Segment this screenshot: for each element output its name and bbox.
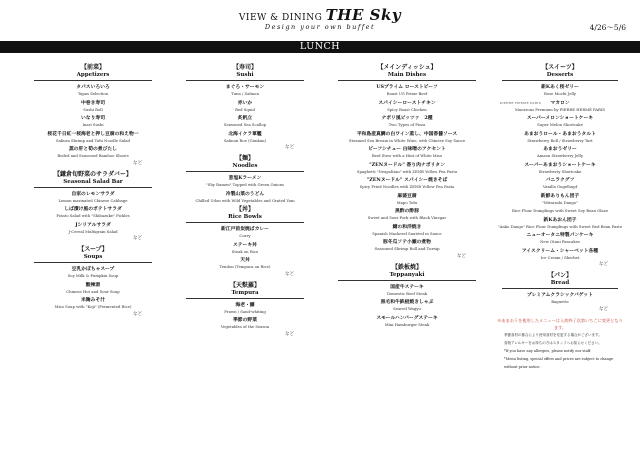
menu-item [180, 242, 310, 255]
section-title-jp: 【メインディッシュ】 [377, 64, 437, 71]
section-divider [502, 80, 618, 81]
menu-item [28, 146, 158, 159]
menu-item [496, 292, 624, 305]
restaurant-logo [0, 8, 640, 31]
section-title-jp: 【丼】 [235, 206, 254, 213]
item-name-en: Lemon marinated Chinese Cabbage [58, 197, 128, 203]
item-name-en: Seasoned Shrimp Roll and Turnip [374, 246, 440, 251]
more-items-label: など [133, 236, 142, 241]
menu-item [28, 100, 158, 113]
item-name-jp: ニューオータニ特製パンケーキ [526, 232, 594, 238]
item-name-jp: スーパーメロンショートケーキ [526, 115, 594, 121]
section-title-en: Sushi [236, 72, 254, 78]
menu-item [496, 115, 624, 128]
section-divider [186, 171, 304, 172]
item-name-jp: 新Kあおん団子 [543, 216, 577, 223]
item-name-en: Roast US Prime Beef [386, 91, 428, 96]
section-title-en: Teppanyaki [389, 271, 425, 278]
menu-item [180, 226, 310, 239]
menu-item [332, 224, 482, 237]
item-name-en: Super Melon Shortcake [537, 122, 583, 127]
menu-column-1 [28, 64, 158, 322]
more-items-label: など [599, 262, 608, 267]
section-title-jp: 【寿司】 [232, 64, 257, 71]
menu-item [28, 131, 158, 144]
menu-section [180, 64, 310, 151]
item-name-jp: 蒸の肝と筍の煮びたし [69, 146, 117, 152]
section-divider [34, 187, 152, 188]
item-name-en: Tapas Selection [77, 91, 109, 96]
section-title-jp: 【スイーツ】 [542, 64, 578, 71]
menu-section [496, 64, 624, 268]
item-name-jp: 酸辣湯 [85, 281, 101, 288]
item-name-en: Tuna / Salmon [231, 91, 259, 96]
item-name-en: Two Types of Pizza [388, 122, 426, 127]
menu-item [28, 84, 158, 97]
meal-banner: LUNCH [0, 41, 640, 53]
menu-section [496, 272, 624, 313]
menu-item [28, 282, 158, 295]
item-name-en: Spicy Roast Chicken [387, 106, 427, 112]
item-name-en: Tendon (Tempura on Rice) [219, 264, 271, 269]
menu-column-2 [180, 64, 310, 342]
menu-item [496, 84, 624, 97]
section-title-en: Main Dishes [387, 72, 427, 78]
menu-item [496, 248, 624, 261]
section-title-en: Tempura [231, 289, 259, 296]
item-name-jp: 中巻き寿司 [81, 99, 105, 106]
menu-item [28, 206, 158, 219]
item-name-jp: Jシリアルサラダ [75, 221, 111, 228]
footnote: 食物アレルギーをお持ちの方はスタッフへお知らせください。 [504, 340, 602, 345]
menu-item [496, 208, 624, 214]
menu-column-3 [332, 64, 482, 330]
menu-item [332, 100, 482, 113]
menu-item [332, 115, 482, 128]
menu-item [180, 191, 310, 204]
item-name-en: Beef Stew with a Hint of White Miso [371, 153, 443, 158]
item-name-jp: "ZENヌードル" スパイシー焼きそば [366, 177, 448, 183]
item-name-jp: スパイシーローストチキン [378, 99, 436, 106]
item-name-en: Inari Sushi [82, 122, 104, 127]
item-name-en: Mapo Tofu [396, 199, 418, 205]
seasonal-notice: ※あまおうを使用したメニューは入荷終了次第いちごに変更となります。 [497, 317, 623, 330]
section-title-en: Seasonal Salad Bar [63, 178, 123, 185]
item-name-jp: 自家のレモンサラダ [71, 190, 115, 197]
more-items-label: など [285, 331, 294, 337]
item-name-jp: 鯖の和洋焼き [392, 223, 422, 230]
menu-item [332, 284, 482, 297]
item-name-jp: 新江戸前炭焼ばカレー [221, 226, 269, 232]
menu-item [180, 100, 310, 113]
item-name-jp: USプライム ローストビーフ [376, 84, 438, 90]
menu-item [180, 84, 310, 97]
item-name-en: Spicy Fried Noodles with ZENB Yellow Pea Pasta [359, 184, 455, 189]
item-name-en: Curry [239, 233, 251, 238]
menu-item [332, 162, 482, 175]
section-title-en: Noodles [232, 163, 258, 169]
item-name-jp: あまおうロール・あまおうタルト [524, 130, 596, 137]
menu-item [496, 193, 624, 206]
item-name-en: Rice Flour Dumplings with Sweet Soy Bean Glaze [512, 208, 608, 213]
item-name-en: Chinese Hot and Sour Soup [66, 288, 120, 294]
menu-section [180, 206, 310, 278]
section-title-en: Soups [83, 254, 103, 260]
item-name-en: Prawn / Sand-whiting [224, 308, 266, 314]
menu-item [28, 115, 158, 128]
item-name-en: New Otani Pancakes [540, 239, 580, 244]
item-name-en: Boiled and Seasoned Bamboo Shoots [57, 153, 129, 158]
menu-item [28, 222, 158, 235]
item-name-en: Strawberry Shortcake [538, 168, 582, 174]
section-divider [338, 280, 476, 281]
section-divider [186, 298, 304, 299]
menu-item [496, 232, 624, 245]
item-name-en: Steamed Sea Bream in White Wine, with Chinese Soy Sauce [348, 137, 466, 143]
menu-item [332, 299, 482, 312]
item-name-en: Red Squid [235, 106, 255, 112]
menu-section [28, 64, 158, 167]
item-name-en: "Shy Ramen" Topped with Green Onions [206, 182, 284, 187]
section-title-en: Appetizers [76, 72, 110, 78]
menu-section [28, 171, 158, 243]
menu-section [28, 246, 158, 318]
item-name-jp: 海老・鱚 [235, 301, 255, 308]
menu-item [496, 131, 624, 144]
menu-section [332, 64, 482, 260]
item-name-jp: ステーキ丼 [233, 241, 257, 248]
item-name-en: Spanish Mackerel Sautéed in Sauce [372, 230, 442, 236]
menu-item [180, 317, 310, 330]
section-title-jp: 【鉄板焼】 [391, 263, 422, 271]
item-name-en: Steak on Rice [231, 248, 259, 254]
item-name-jp: 豆乳かぼちゃスープ [71, 266, 115, 272]
item-name-jp: 国産牛ステーキ [390, 283, 424, 290]
menu-column-4 [496, 64, 624, 371]
menu-item [332, 146, 482, 159]
menu-item [496, 146, 624, 159]
item-name-jp: 季節の野菜 [233, 317, 257, 323]
item-name-en: Macarons Premium by PIERRE HERMÉ PARIS [515, 106, 605, 112]
item-name-jp: 米麹みそ汁 [81, 297, 105, 303]
item-name-en: Sweet and Sour Pork with Black Vinegar [367, 215, 447, 220]
item-name-en: "Anko Dango" Rice Flour Dumplings with Sweet Red Bean Paste [497, 223, 623, 229]
menu-item [496, 177, 624, 190]
item-name-jp: "ZENヌードル" 香り肉ナポリタン [369, 161, 445, 168]
section-title-en: Desserts [546, 72, 574, 78]
menu-item [496, 217, 624, 230]
menu-section [332, 264, 482, 328]
item-name-en: Domestic Beef Steak [386, 290, 428, 296]
item-name-jp: ビーフシチュー 白味噌のアクセント [368, 146, 446, 152]
section-title-jp: 【前菜】 [80, 64, 105, 71]
menu-item [28, 266, 158, 279]
menu-item [496, 162, 624, 175]
item-name-jp: 黒毛和牛鉄板焼きしゃぶ [380, 299, 434, 305]
footnote: *If you have any allergies, please notify our staff. [504, 348, 592, 353]
item-name-jp: 新鮮ありもん団子 [540, 192, 580, 199]
item-name-en: Rose Mochi Jelly [543, 91, 577, 96]
menu-item [28, 191, 158, 204]
item-name-en: "Mitarashi Dango" [542, 199, 578, 205]
section-divider [186, 80, 304, 81]
item-name-jp: 葱塩Kラーメン [228, 175, 262, 181]
date-range: 4/26～5/6 [589, 23, 626, 32]
item-name-jp: 赤いか [237, 99, 253, 106]
more-items-label: など [133, 160, 142, 166]
logo-prefix: VIEW & DINING [238, 13, 326, 23]
menu-section [180, 282, 310, 338]
item-name-en: Sakura Shrimp and Tofu Noodle Salad [56, 137, 130, 143]
item-name-jp: 麻婆豆腐 [397, 192, 417, 199]
menu-item [332, 315, 482, 328]
item-name-jp: 黒酢の酢豚 [395, 208, 419, 214]
item-name-en: Seared Wagyu [393, 306, 421, 311]
item-name-jp: 新Kあく桜ゼリー [541, 84, 579, 90]
item-name-en: Chilled Udon with Wild Vegetables and Grated Yam [195, 197, 295, 203]
menu-section [180, 155, 310, 203]
item-name-en: Vegetables of the Season [220, 324, 270, 329]
more-items-label: など [457, 253, 466, 259]
more-items-label: など [599, 306, 608, 312]
menu-item [180, 175, 310, 188]
item-name-jp: 豚冬瓜ソテ小瀬の煮物 [383, 239, 431, 245]
section-title-jp: 【パン】 [547, 272, 572, 279]
item-name-jp: 天丼 [240, 257, 250, 263]
item-name-jp: いなり寿司 [81, 115, 105, 121]
more-items-label: など [285, 145, 294, 150]
section-divider [34, 262, 152, 263]
menu-item [332, 208, 482, 221]
menu-item [496, 100, 624, 113]
item-name-en: Potato Salad with "Shibazuke" Pickles [56, 213, 130, 218]
item-name-jp: 冷製山菜のうどん [225, 190, 265, 197]
section-title-jp: 【麺】 [235, 155, 254, 162]
section-divider [186, 222, 304, 223]
item-name-jp: しば漬け風のポテトサラダ [64, 206, 122, 212]
item-name-jp: マカロン [550, 99, 570, 106]
footnote: *Menu listing, special offers and prices are subject to change without prior notice. [504, 356, 614, 369]
footnote: 季節食材の都合により使用食材を変更する場合がございます。 [504, 332, 602, 337]
item-name-jp: アイスクリーム・シャーベット各種 [521, 247, 599, 254]
item-name-en: Mini Hamburger Steak [384, 321, 430, 327]
section-divider [502, 288, 618, 289]
menu-item [180, 257, 310, 270]
menu-item [180, 115, 310, 128]
section-title-jp: 【スープ】 [78, 246, 108, 253]
menu-item [28, 297, 158, 310]
item-name-en: Ice Cream / Sherbet [540, 254, 580, 260]
item-name-en: Amaou Strawberry Jelly [536, 153, 583, 158]
menu-item [332, 193, 482, 206]
section-divider [338, 80, 476, 81]
menu-item [332, 84, 482, 97]
item-name-jp: 北海イクラ軍艦 [228, 130, 262, 137]
item-name-en: Strawberry Roll / Strawberry Tart [527, 137, 593, 143]
item-name-jp: 炙帆立 [237, 115, 253, 121]
item-name-en: Baguette [551, 299, 569, 304]
item-name-en: J-Cereal Multigrain Salad [68, 228, 118, 234]
item-name-jp: バニラクグフ [545, 177, 575, 183]
item-name-jp: あまおうゼリー [543, 146, 577, 152]
menu-item [332, 177, 482, 190]
item-name-jp: スーパーあまおうショートケーキ [524, 161, 596, 168]
section-divider [34, 80, 152, 81]
item-name-en: Salmon Roe (Gunkan) [223, 137, 267, 143]
menu-item [332, 239, 482, 252]
more-items-label: など [285, 271, 294, 277]
menu-item [332, 131, 482, 144]
item-name-jp: まぐろ・サーモン [225, 84, 265, 90]
item-name-jp: 桜花千日紅一桜海老と押し豆腐の和え物一 [47, 130, 139, 137]
logo-tagline: Design your own buffet [264, 23, 376, 31]
menu-item [180, 302, 310, 315]
more-items-label: など [133, 311, 142, 317]
item-name-jp: ナポリ風ピッツァ 2種 [381, 115, 433, 121]
item-name-en: Soy Milk & Pumpkin Soup [67, 273, 119, 278]
item-name-en: Spaghetti "Neapolitan" with ZENB Yellow Pea Pasta [356, 168, 458, 174]
logo-main: THE Sky [325, 6, 402, 24]
section-title-jp: 【鎌倉旬野菜のサラダバー】 [54, 170, 132, 178]
item-name-jp: プレミアムクラシックバゲット [526, 292, 594, 298]
item-name-en: Vanilla Gugelhupf [542, 184, 578, 189]
item-name-jp: 平和島産真鯛の白ワイン蒸し、中国香醤ソース [356, 130, 458, 137]
item-name-en: Sushi Roll [83, 106, 103, 112]
section-title-en: Rice Bowls [228, 214, 262, 220]
section-title-en: Bread [550, 280, 570, 286]
section-title-jp: 【天麩羅】 [229, 281, 260, 289]
item-name-en: Miso Soup with "Koji" (Fermented Rice) [54, 304, 132, 309]
brand-label: PIERRE HERMÉ PARIS [500, 100, 542, 105]
menu-item [180, 131, 310, 144]
item-name-jp: スモールハンバーグステーキ [376, 314, 438, 321]
item-name-jp: タパスいろいろ [76, 84, 110, 90]
item-name-en: Seasoned Sea Scallop [223, 122, 267, 127]
